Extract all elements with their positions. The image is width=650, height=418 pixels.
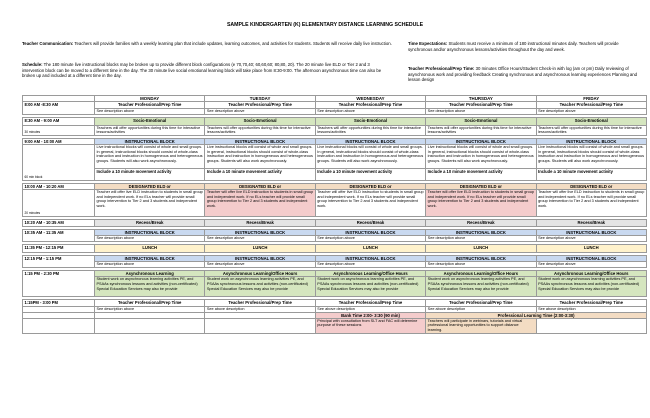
table-row	[23, 262, 647, 268]
time-cell: 1:15PM - 3:00 PM	[23, 300, 95, 306]
block-title: Bank Time 2:00- 3:30 (90 min)	[315, 312, 425, 318]
teacher-communication-label: Teacher Communication:	[22, 41, 74, 46]
block-title: Teacher Professional/Prep Time	[95, 102, 205, 108]
block-title: INSTRUCTIONAL BLOCK	[536, 230, 646, 236]
movement-note: Include a 10 minute movement activity	[205, 168, 315, 180]
block-title: Teacher Professional/Prep Time	[205, 102, 315, 108]
table-row	[23, 125, 647, 135]
table-row	[23, 117, 647, 125]
block-desc: Teacher will offer live ELD instruction to students in small group and independent work. If no ELs teacher will provide small group intervention to Tier 2 and 3 students and independent work.	[95, 190, 205, 217]
block-desc: Teachers will offer opportunities during this time for interactive lessons/activities	[205, 125, 315, 135]
block-desc: See description above	[205, 236, 315, 242]
block-desc: Live instructional blocks will consist of whole and small groups. In general, instructional blocks should consist of whole-class instruction and instruction in homogeneous and heterogeneous groups. Students will also work asynchronously.	[426, 144, 536, 168]
block-desc: Teachers will offer opportunities during this time for interactive lessons/activities	[536, 125, 646, 135]
block-desc: See description above	[536, 108, 646, 114]
block-title: DESIGNATED ELD or	[95, 183, 205, 189]
time-expectations-label: Time Expectations:	[408, 41, 448, 46]
block-desc: Student work on asynchronous learning activities PE, and PSAAs synchronous lessons and activities (non-certificated) Special Education Services may also be provide	[315, 277, 425, 297]
block-title: Teacher Professional/Prep Time	[315, 300, 425, 306]
time-cell: 11:35 PM - 12:15 PM	[23, 245, 95, 253]
block-title: Asynchronous Learning/Office Hours	[315, 271, 425, 277]
block-title: LUNCH	[426, 245, 536, 253]
block-title: INSTRUCTIONAL BLOCK	[536, 138, 646, 144]
time-cell: 8:30 AM - 9:00 AM	[23, 117, 95, 125]
block-desc: Teachers will offer opportunities during this time for interactive lessons/activities	[315, 125, 425, 135]
block-title: Recess/Break	[536, 220, 646, 227]
block-title: INSTRUCTIONAL BLOCK	[536, 256, 646, 262]
empty-cell	[95, 318, 205, 333]
block-desc: See description above	[315, 108, 425, 114]
block-desc: See above description	[315, 306, 425, 312]
block-title: Teacher Professional/Prep Time	[536, 102, 646, 108]
block-desc: See description above	[426, 236, 536, 242]
duration-cell: 60 min block	[23, 144, 95, 180]
block-title: INSTRUCTIONAL BLOCK	[426, 138, 536, 144]
block-title: Socio-Emotional	[205, 117, 315, 125]
block-title: DESIGNATED ELD or	[536, 183, 646, 189]
block-desc: Student work on asynchronous learning activities PE, and PSAAs synchronous lessons and activities (non-certificated) Special Education Services may also be provide	[95, 277, 205, 297]
table-row	[23, 168, 647, 180]
block-title: Teacher Professional/Prep Time	[315, 102, 425, 108]
teacher-communication-text: Teachers will provide families with a weekly learning plan that include updates, learning outcomes, and activities for students. Students will receive daily live instruction.	[74, 41, 392, 46]
block-title: Teacher Professional/Prep Time	[95, 300, 205, 306]
duration-cell: 30 minutes	[23, 125, 95, 135]
block-title: INSTRUCTIONAL BLOCK	[95, 230, 205, 236]
time-cell: 8:00 AM -8:30 AM	[23, 102, 95, 114]
block-title: Asynchronous Learning/Office Hours	[205, 271, 315, 277]
time-cell: 9:00 AM - 10:00 AM	[23, 138, 95, 144]
empty-cell	[536, 318, 646, 333]
block-title: Recess/Break	[426, 220, 536, 227]
block-desc: Student work on asynchronous learning activities PE, and PSAAs synchronous lessons and activities (non-certificated) Special Education Services may also be provide	[426, 277, 536, 297]
block-title: INSTRUCTIONAL BLOCK	[95, 138, 205, 144]
table-row	[23, 190, 647, 217]
duration-cell: 20 minutes	[23, 190, 95, 217]
schedule-table	[22, 95, 647, 334]
block-desc: Principal with consultation from SLT and FAC will determine purpose of these sessions	[315, 318, 425, 333]
time-cell: 10:35 AM - 11:35 AM	[23, 230, 95, 242]
block-title: DESIGNATED ELD or	[205, 183, 315, 189]
block-title: Socio-Emotional	[536, 117, 646, 125]
day-header: WEDNESDAY	[315, 96, 425, 102]
block-desc: See above description	[426, 306, 536, 312]
block-title: Teacher Professional/Prep Time	[536, 300, 646, 306]
page-title: SAMPLE KINDERGARTEN (K) ELEMENTARY DISTANCE LEARNING SCHEDULE	[226, 22, 424, 28]
block-title: INSTRUCTIONAL BLOCK	[426, 230, 536, 236]
block-title: Teacher Professional/Prep Time	[426, 102, 536, 108]
time-cell: 12:15 PM - 1:15 PM	[23, 256, 95, 268]
block-desc: Live instructional blocks will consist of whole and small groups. In general, instructional blocks should consist of whole-class instruction and instruction in homogeneous and heterogeneous groups. Students will also work asynchronously.	[536, 144, 646, 168]
block-title: Teacher Professional/Prep Time	[205, 300, 315, 306]
schedule-note	[22, 62, 392, 79]
block-desc: See above description	[205, 306, 315, 312]
table-row	[23, 144, 647, 168]
block-title: INSTRUCTIONAL BLOCK	[315, 138, 425, 144]
time-cell: 1:15 PM - 2:30 PM	[23, 271, 95, 297]
schedule-text: The 180 minute live instructional blocks may be broken up to provide different block configurations (e 70,70,40; 60,60,60; 80,80, 20). The 20 minute live ELD or Tier 2 and 3 intervention block can be moved to a different time in the day. The 30 minute live social emotional learning block will take place from 8:30-9:00. The afternoon asynchronous time can also be broken up and included at a different time in the day.	[22, 62, 382, 78]
block-title: LUNCH	[315, 245, 425, 253]
table-row	[23, 236, 647, 242]
block-desc: See description above	[426, 108, 536, 114]
movement-note: Include a 10 minute movement activity	[536, 168, 646, 180]
teacher-prep-text: 30 minutes Office Hours/Student Check-in with log (am or pm) Daily reviewing of asynchronous work and providing feedback Creating synchronous and asynchronous learning experiences Planning and lesson design	[408, 66, 638, 82]
block-desc: Live instructional blocks will consist of whole and small groups. In general, instructional blocks should consist of whole-class instruction and instruction in homogeneous and heterogeneous groups. Students will also work asynchronously.	[205, 144, 315, 168]
time-cell: 10:20 AM - 10:35 AM	[23, 220, 95, 227]
block-title: INSTRUCTIONAL BLOCK	[205, 256, 315, 262]
teacher-communication	[22, 41, 392, 47]
table-row	[23, 318, 647, 333]
block-title: LUNCH	[205, 245, 315, 253]
block-title: Teacher Professional/Prep Time	[426, 300, 536, 306]
block-desc: See description above	[536, 262, 646, 268]
block-desc: Teacher will offer live ELD instruction to students in small group and independent work. If no ELs teacher will provide small group intervention to Tier 2 and 3 students and independent work.	[205, 190, 315, 217]
block-title: INSTRUCTIONAL BLOCK	[95, 256, 205, 262]
block-title: Socio-Emotional	[315, 117, 425, 125]
table-row	[23, 245, 647, 253]
time-expectations-text: Students must receive a minimum of 180 instructional minutes daily. Teachers will provide synchronous and/or asynchronous lessons/activities throughout the day and week.	[408, 41, 619, 52]
block-desc: Teacher will offer live ELD instruction to students in small group and independent work. If no ELs teacher will provide small group intervention to Tier 2 and 3 students and independent work.	[426, 190, 536, 217]
block-desc: Live instructional blocks will consist of whole and small groups. In general, instructional blocks should consist of whole-class instruction and instruction in homogeneous and heterogeneous groups. Students will also work asynchronously.	[315, 144, 425, 168]
block-title: Socio-Emotional	[95, 117, 205, 125]
day-header: TUESDAY	[205, 96, 315, 102]
block-desc: See above description	[536, 306, 646, 312]
block-desc: Teacher will offer live ELD instruction to students in small group and independent work. If no ELs teacher will provide small group intervention to Tier 2 and 3 students and independent work.	[536, 190, 646, 217]
movement-note: Include a 10 minute movement activity	[426, 168, 536, 180]
day-header: FRIDAY	[536, 96, 646, 102]
block-desc: See description above	[315, 262, 425, 268]
time-expectations	[408, 41, 640, 52]
block-desc: See description above	[95, 306, 205, 312]
block-title: INSTRUCTIONAL BLOCK	[315, 230, 425, 236]
block-desc: Student work on asynchronous learning activities PE, and PSAAs synchronous lessons and activities (non-certificated) Special Education Services may also be provide	[205, 277, 315, 297]
block-title: DESIGNATED ELD or	[426, 183, 536, 189]
block-desc: Teacher will offer live ELD instruction to students in small group and independent work. If no ELs teacher will provide small group intervention to Tier 2 and 3 students and independent work.	[315, 190, 425, 217]
day-header: THURSDAY	[426, 96, 536, 102]
block-desc: See description above	[95, 236, 205, 242]
teacher-prep-note	[408, 66, 640, 83]
block-title: INSTRUCTIONAL BLOCK	[205, 230, 315, 236]
block-title: Socio-Emotional	[426, 117, 536, 125]
block-title: Professional Learning Time (2:00-3:30)	[426, 312, 647, 318]
block-title: Recess/Break	[95, 220, 205, 227]
block-title: Recess/Break	[205, 220, 315, 227]
block-desc: Teachers will offer opportunities during this time for interactive lessons/activities	[95, 125, 205, 135]
block-title: INSTRUCTIONAL BLOCK	[426, 256, 536, 262]
block-desc: See description above	[205, 108, 315, 114]
table-row	[23, 220, 647, 227]
block-desc: See description above	[536, 236, 646, 242]
block-desc: See description above	[95, 108, 205, 114]
table-row	[23, 108, 647, 114]
block-desc: Teachers will offer opportunities during this time for interactive lessons/activities	[426, 125, 536, 135]
empty-cell	[205, 318, 315, 333]
block-desc: Teachers will participate in webinars, tutorials and virtual professional learning opportunities to support distance learning.	[426, 318, 536, 333]
empty-cell	[23, 318, 95, 333]
schedule-label: Schedule:	[22, 62, 43, 67]
block-title: LUNCH	[536, 245, 646, 253]
block-desc: See description above	[315, 236, 425, 242]
block-title: INSTRUCTIONAL BLOCK	[315, 256, 425, 262]
block-title: Asynchronous Learning	[95, 271, 205, 277]
block-title: INSTRUCTIONAL BLOCK	[205, 138, 315, 144]
block-title: Asynchronous Learning/Office Hours	[426, 271, 536, 277]
block-desc: See description above	[426, 262, 536, 268]
table-row	[23, 277, 647, 297]
block-title: LUNCH	[95, 245, 205, 253]
block-desc: See description above	[205, 262, 315, 268]
time-cell: 10:00 AM - 10:20 AM	[23, 183, 95, 189]
teacher-prep-label: Teacher Professional/Prep Time:	[408, 66, 475, 71]
block-title: DESIGNATED ELD or	[315, 183, 425, 189]
movement-note: Include a 10 minute movement activity	[315, 168, 425, 180]
block-desc: Student work on asynchronous learning activities PE, and PSAAs synchronous lessons and activities (non-certificated) Special Education Services may also be provide	[536, 277, 646, 297]
table-row	[23, 306, 647, 312]
block-desc: See description above	[95, 262, 205, 268]
block-title: Asynchronous Learning/Office Hours	[536, 271, 646, 277]
day-header: MONDAY	[95, 96, 205, 102]
block-desc: Live instructional blocks will consist of whole and small groups. In general, instructional blocks should consist of whole-class instruction and instruction in homogeneous and heterogeneous groups. Students will also work asynchronously.	[95, 144, 205, 168]
block-title: Recess/Break	[315, 220, 425, 227]
movement-note: Include a 10 minute movement activity	[95, 168, 205, 180]
